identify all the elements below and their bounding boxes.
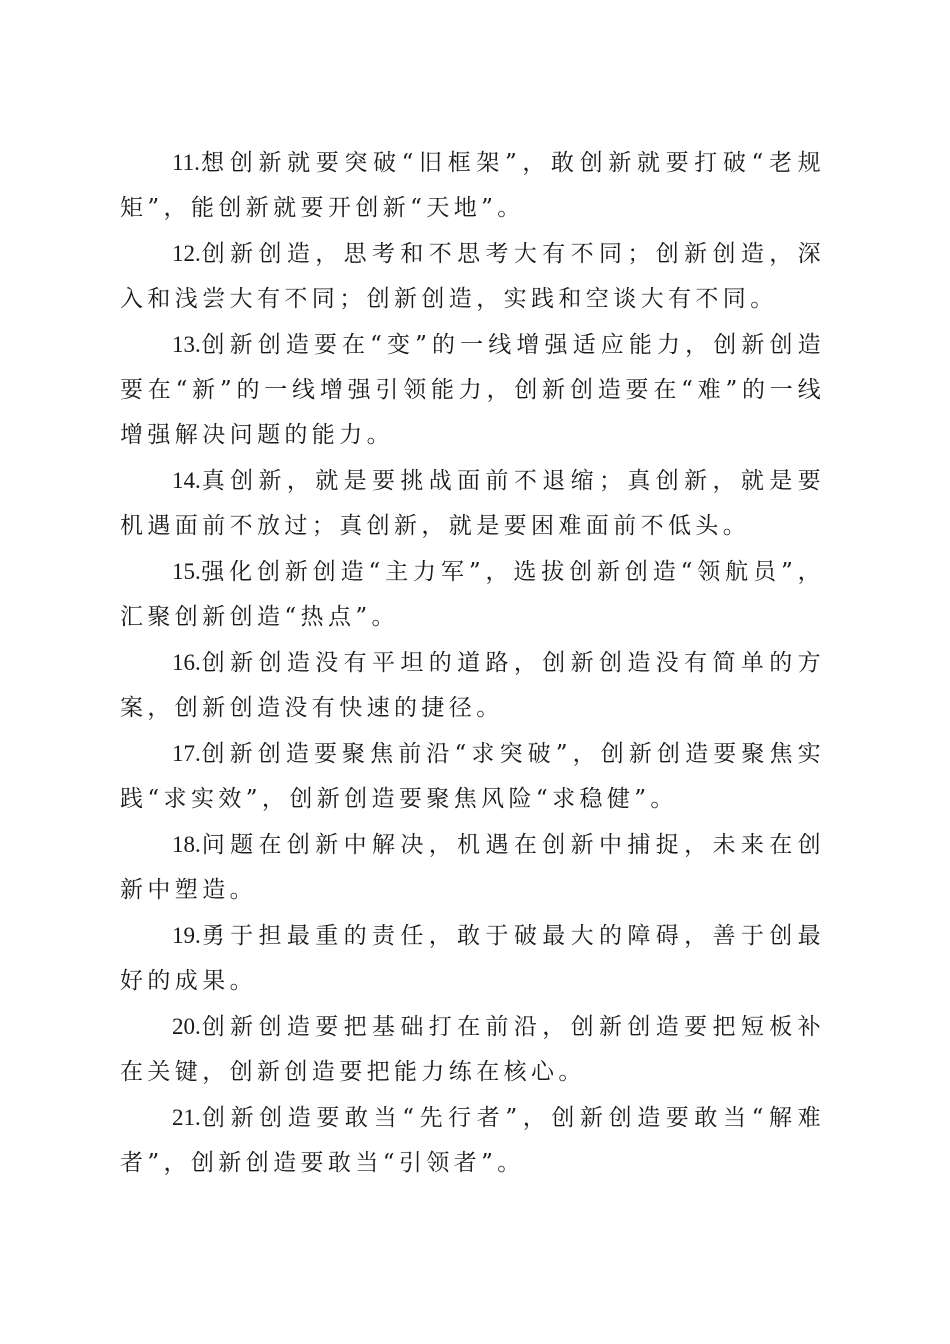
item-number: 18. <box>172 832 201 857</box>
item-text: 勇于担最重的责任，敢于破最大的障碍，善于创最好的成果。 <box>120 923 825 994</box>
item-text: 真创新，就是要挑战面前不退缩；真创新，就是要机遇面前不放过；真创新，就是要困难面前不低头。 <box>120 468 825 539</box>
item-text: 创新创造要敢当“先行者”，创新创造要敢当“解难者”，创新创造要敢当“引领者”。 <box>120 1105 825 1176</box>
item-number: 21. <box>172 1105 201 1130</box>
list-item <box>120 458 825 549</box>
list-item <box>120 140 825 231</box>
list-item <box>120 731 825 822</box>
item-number: 19. <box>172 923 201 948</box>
item-number: 16. <box>172 650 201 675</box>
item-number: 17. <box>172 741 201 766</box>
list-item <box>120 322 825 458</box>
item-text: 创新创造要把基础打在前沿，创新创造要把短板补在关键，创新创造要把能力练在核心。 <box>120 1014 825 1085</box>
item-text: 问题在创新中解决，机遇在创新中捕捉，未来在创新中塑造。 <box>120 832 825 903</box>
document-body <box>120 140 825 1186</box>
item-number: 11. <box>172 150 200 175</box>
item-text: 创新创造要聚焦前沿“求突破”，创新创造要聚焦实践“求实效”，创新创造要聚焦风险“求稳健”。 <box>120 741 825 812</box>
item-text: 创新创造要在“变”的一线增强适应能力，创新创造要在“新”的一线增强引领能力，创新创造要在“难”的一线增强解决问题的能力。 <box>120 332 825 448</box>
item-number: 13. <box>172 332 201 357</box>
list-item <box>120 822 825 913</box>
item-text: 创新创造没有平坦的道路，创新创造没有简单的方案，创新创造没有快速的捷径。 <box>120 650 825 721</box>
item-number: 12. <box>172 241 201 266</box>
list-item <box>120 913 825 1004</box>
item-number: 15. <box>172 559 201 584</box>
item-text: 强化创新创造“主力军”，选拔创新创造“领航员”，汇聚创新创造“热点”。 <box>120 559 825 630</box>
list-item <box>120 640 825 731</box>
item-number: 20. <box>172 1014 201 1039</box>
list-item <box>120 1004 825 1095</box>
item-text: 创新创造，思考和不思考大有不同；创新创造，深入和浅尝大有不同；创新创造，实践和空谈大有不同。 <box>120 241 825 312</box>
list-item <box>120 231 825 322</box>
item-text: 想创新就要突破“旧框架”，敢创新就要打破“老规矩”，能创新就要开创新“天地”。 <box>120 150 825 221</box>
list-item <box>120 549 825 640</box>
item-number: 14. <box>172 468 201 493</box>
list-item <box>120 1095 825 1186</box>
